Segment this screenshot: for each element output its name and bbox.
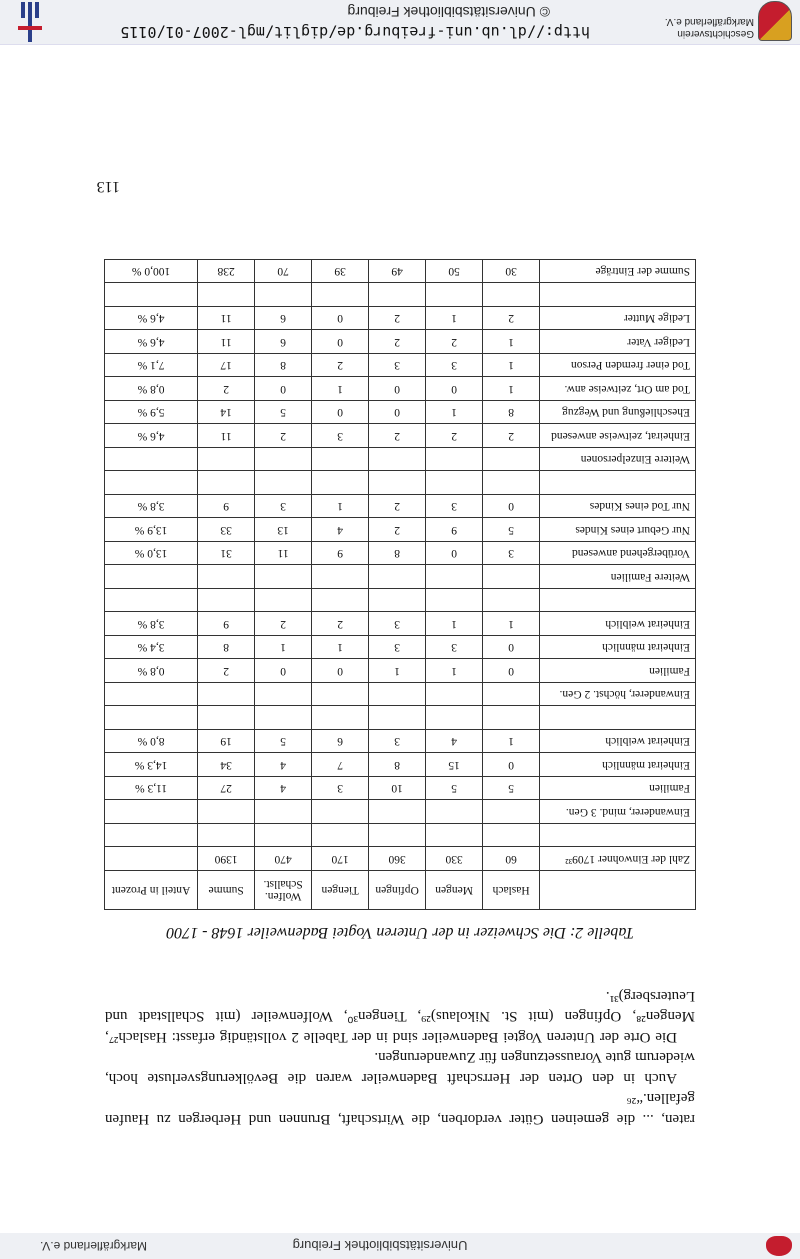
table-cell: 17 — [198, 354, 255, 378]
table-cell: 1 — [483, 730, 540, 754]
table-cell: 4,6 % — [105, 330, 198, 354]
table-cell: 3 — [426, 354, 483, 378]
table-cell: 50 — [426, 260, 483, 284]
table-row — [105, 260, 696, 284]
empty-cell — [369, 706, 426, 730]
viewer-top-bar — [0, 1233, 800, 1259]
empty-cell — [483, 448, 540, 472]
empty-cell — [255, 283, 312, 307]
university-library-logo-icon — [18, 2, 42, 42]
table-cell: 1 — [255, 636, 312, 660]
table-cell: 7 — [312, 753, 369, 777]
row-label: Summe der Einträge — [540, 260, 696, 284]
table-cell: 1 — [483, 612, 540, 636]
column-header: Mengen — [426, 871, 483, 910]
table-row — [105, 448, 696, 472]
column-header: Anteil in Prozent — [105, 871, 198, 910]
table-cell: 13 — [255, 518, 312, 542]
empty-cell — [369, 448, 426, 472]
row-label: Einheirat weiblich — [540, 730, 696, 754]
table-cell: 2 — [198, 659, 255, 683]
table-cell: 4,6 % — [105, 424, 198, 448]
empty-cell — [255, 824, 312, 848]
empty-cell — [369, 824, 426, 848]
viewer-footer-bar — [0, 0, 800, 45]
table-cell: 33 — [198, 518, 255, 542]
empty-cell — [255, 565, 312, 589]
table-cell: 0 — [369, 377, 426, 401]
table-cell: 11 — [198, 307, 255, 331]
body-text — [105, 986, 695, 1130]
empty-cell — [426, 824, 483, 848]
paragraph: Auch in den Orten der Herrschaft Badenweiler waren die Bevölkerungsverluste hoch, wiederum gute Voraussetzungen für Zuwanderungen. — [105, 1049, 695, 1086]
table-cell: 34 — [198, 753, 255, 777]
top-bar-label: Universitätsbibliothek Freiburg — [292, 1238, 468, 1254]
table-cell: 2 — [255, 424, 312, 448]
table-caption: Tabelle 2: Die Schweizer in der Unteren Vogtei Badenweiler 1648 - 1700 — [166, 924, 634, 941]
table-cell: 30 — [483, 260, 540, 284]
table-cell: 9 — [426, 518, 483, 542]
empty-cell — [540, 589, 696, 613]
row-label: Familien — [540, 659, 696, 683]
table-cell: 11 — [255, 542, 312, 566]
table-cell: 8 — [483, 401, 540, 425]
empty-cell — [105, 283, 198, 307]
table-row — [105, 401, 696, 425]
table-row — [105, 589, 696, 613]
row-label: Lediger Vater — [540, 330, 696, 354]
table-row — [105, 565, 696, 589]
table-row — [105, 683, 696, 707]
table-cell: 8 — [198, 636, 255, 660]
table-row — [105, 659, 696, 683]
column-header: Opfingen — [369, 871, 426, 910]
empty-cell — [198, 283, 255, 307]
column-header: Tiengen — [312, 871, 369, 910]
empty-cell — [198, 589, 255, 613]
top-bar-right-label: Markgräflerland e.V. — [40, 1239, 147, 1253]
table-cell: 1390 — [198, 847, 255, 871]
table-cell: 3,8 % — [105, 612, 198, 636]
table-cell: 2 — [426, 424, 483, 448]
row-label: Nur Tod eines Kindes — [540, 495, 696, 519]
section-label: Weitere Einzelpersonen — [540, 448, 696, 472]
table-cell: 2 — [312, 354, 369, 378]
table-cell: 330 — [426, 847, 483, 871]
table-cell: 0 — [312, 307, 369, 331]
table-cell: 2 — [483, 424, 540, 448]
empty-cell — [198, 683, 255, 707]
empty-cell — [369, 471, 426, 495]
empty-cell — [255, 683, 312, 707]
empty-cell — [426, 283, 483, 307]
table-cell: 8 — [369, 753, 426, 777]
table-row — [105, 847, 696, 871]
table-cell: 11,3 % — [105, 777, 198, 801]
empty-cell — [369, 800, 426, 824]
table-cell: 0 — [483, 636, 540, 660]
page-number: 113 — [96, 178, 120, 195]
table-cell: 9 — [198, 495, 255, 519]
empty-cell — [198, 706, 255, 730]
table-row — [105, 730, 696, 754]
row-label: Vorübergehend anwesend — [540, 542, 696, 566]
table-cell: 4,6 % — [105, 307, 198, 331]
table-cell: 0,8 % — [105, 377, 198, 401]
table-row — [105, 824, 696, 848]
empty-cell — [198, 800, 255, 824]
table-cell: 5,9 % — [105, 401, 198, 425]
empty-cell — [312, 471, 369, 495]
table-cell: 238 — [198, 260, 255, 284]
table-cell: 3 — [426, 495, 483, 519]
empty-cell — [426, 448, 483, 472]
table-cell: 5 — [255, 730, 312, 754]
table-row — [105, 542, 696, 566]
empty-cell — [483, 283, 540, 307]
empty-cell — [255, 800, 312, 824]
table-cell: 0 — [312, 401, 369, 425]
table-cell: 170 — [312, 847, 369, 871]
table-cell: 4 — [312, 518, 369, 542]
table-cell: 1 — [312, 377, 369, 401]
empty-cell — [483, 565, 540, 589]
empty-cell — [312, 565, 369, 589]
table-cell: 60 — [483, 847, 540, 871]
row-label: Nur Geburt eines Kindes — [540, 518, 696, 542]
table-cell: 6 — [255, 330, 312, 354]
table-cell: 70 — [255, 260, 312, 284]
table-row — [105, 800, 696, 824]
table-cell: 1 — [426, 401, 483, 425]
table-cell: 9 — [312, 542, 369, 566]
table-cell: 6 — [312, 730, 369, 754]
table-cell: 9 — [198, 612, 255, 636]
row-label: Einheirat, zeitweise anwesend — [540, 424, 696, 448]
empty-cell — [198, 565, 255, 589]
table-row — [105, 330, 696, 354]
row-label: Einheirat männlich — [540, 753, 696, 777]
table-cell: 10 — [369, 777, 426, 801]
table-cell: 2 — [255, 612, 312, 636]
table-cell: 360 — [369, 847, 426, 871]
table-cell: 7,1 % — [105, 354, 198, 378]
table-cell: 31 — [198, 542, 255, 566]
table-cell: 3,4 % — [105, 636, 198, 660]
column-header — [540, 871, 696, 910]
table-cell: 3 — [312, 777, 369, 801]
table-cell: 5 — [483, 518, 540, 542]
table-cell: 11 — [198, 330, 255, 354]
empty-cell — [312, 824, 369, 848]
empty-cell — [369, 683, 426, 707]
empty-cell — [312, 283, 369, 307]
table-cell: 3 — [426, 636, 483, 660]
table-cell: 1 — [483, 330, 540, 354]
empty-cell — [105, 589, 198, 613]
table-cell: 2 — [312, 612, 369, 636]
table-cell: 1 — [483, 354, 540, 378]
table-row — [105, 495, 696, 519]
paragraph: raten, ... die gemeinen Güter verdorben, die Wirtschaft, Brunnen und Herbergen zu Haufen gefallen.“²⁶ — [105, 1090, 695, 1127]
table-cell: 0 — [483, 659, 540, 683]
swiss-immigrants-table — [104, 259, 696, 910]
society-name: Geschichtsverein Markgräflerland e.V. — [664, 16, 754, 39]
table-cell: 4 — [426, 730, 483, 754]
table-cell: 0 — [255, 377, 312, 401]
table-cell: 2 — [483, 307, 540, 331]
table-header-row — [105, 871, 696, 910]
empty-cell — [198, 471, 255, 495]
table-cell: 2 — [369, 424, 426, 448]
table-cell: 3 — [312, 424, 369, 448]
table-cell: 5 — [426, 777, 483, 801]
table-cell: 3 — [255, 495, 312, 519]
table-cell: 8,0 % — [105, 730, 198, 754]
table-row — [105, 612, 696, 636]
table-cell: 0 — [312, 659, 369, 683]
empty-cell — [483, 683, 540, 707]
table-cell: 0,8 % — [105, 659, 198, 683]
row-label: Einheirat männlich — [540, 636, 696, 660]
table-cell: 3 — [369, 354, 426, 378]
table-cell: 27 — [198, 777, 255, 801]
section-label: Einwanderer, mind. 3 Gen. — [540, 800, 696, 824]
table-cell: 6 — [255, 307, 312, 331]
table-cell: 1 — [312, 495, 369, 519]
table-cell: 13,0 % — [105, 542, 198, 566]
column-header: Wolfen. Schallst. — [255, 871, 312, 910]
paragraph: Die Orte der Unteren Vogtei Badenweiler sind in der Tabelle 2 vollständig erfasst: Haslach²⁷, Mengen²⁸, Opfingen (mit St. Nikolaus)²⁹, Tiengen³⁰, Wolfenweiler (mit Schallstadt und Leutersberg)³¹. — [105, 988, 695, 1045]
society-crest-icon — [758, 1, 792, 41]
empty-cell — [426, 706, 483, 730]
empty-cell — [105, 565, 198, 589]
table-cell: 100,0 % — [105, 260, 198, 284]
empty-cell — [483, 824, 540, 848]
row-label: Familien — [540, 777, 696, 801]
empty-cell — [426, 800, 483, 824]
table-cell: 0 — [369, 401, 426, 425]
row-label: Tod am Ort, zeitweise anw. — [540, 377, 696, 401]
empty-cell — [540, 706, 696, 730]
empty-cell — [255, 471, 312, 495]
empty-cell — [426, 683, 483, 707]
empty-cell — [198, 448, 255, 472]
table-cell: 0 — [483, 495, 540, 519]
empty-cell — [312, 448, 369, 472]
empty-cell — [255, 448, 312, 472]
table-row — [105, 354, 696, 378]
table-cell: 1 — [312, 636, 369, 660]
row-label: Ledige Mutter — [540, 307, 696, 331]
table-cell: 2 — [369, 518, 426, 542]
table-cell: 14 — [198, 401, 255, 425]
table-cell: 14,3 % — [105, 753, 198, 777]
table-cell: 3 — [369, 612, 426, 636]
table-row — [105, 424, 696, 448]
empty-cell — [312, 589, 369, 613]
column-header: Haslach — [483, 871, 540, 910]
table-row — [105, 777, 696, 801]
table-row — [105, 706, 696, 730]
empty-cell — [312, 706, 369, 730]
society-crest-icon — [766, 1236, 792, 1256]
empty-cell — [369, 589, 426, 613]
table-cell: 2 — [426, 330, 483, 354]
empty-cell — [105, 706, 198, 730]
table-row — [105, 283, 696, 307]
table-cell: 3 — [369, 636, 426, 660]
empty-cell — [105, 471, 198, 495]
empty-cell — [369, 283, 426, 307]
empty-cell — [426, 565, 483, 589]
table-cell: 8 — [369, 542, 426, 566]
column-header: Summe — [198, 871, 255, 910]
empty-cell — [312, 683, 369, 707]
table-cell: 0 — [312, 330, 369, 354]
empty-cell — [312, 800, 369, 824]
table-row — [105, 377, 696, 401]
empty-cell — [369, 565, 426, 589]
empty-cell — [198, 824, 255, 848]
table-cell: 49 — [369, 260, 426, 284]
table-cell: 5 — [255, 401, 312, 425]
table-cell: 39 — [312, 260, 369, 284]
table-cell: 1 — [483, 377, 540, 401]
table-cell: 2 — [369, 495, 426, 519]
table-cell: 1 — [369, 659, 426, 683]
table-cell: 3 — [369, 730, 426, 754]
table-cell: 19 — [198, 730, 255, 754]
table-cell: 0 — [483, 753, 540, 777]
row-label: Einheirat weiblich — [540, 612, 696, 636]
empty-cell — [426, 471, 483, 495]
empty-cell — [105, 448, 198, 472]
table-cell: 2 — [369, 307, 426, 331]
empty-cell — [105, 683, 198, 707]
empty-cell — [483, 471, 540, 495]
empty-cell — [426, 589, 483, 613]
row-label: Eheschließung und Wegzug — [540, 401, 696, 425]
empty-cell — [540, 471, 696, 495]
table-row — [105, 307, 696, 331]
table-cell: 4 — [255, 753, 312, 777]
table-cell: 0 — [426, 542, 483, 566]
empty-cell — [483, 800, 540, 824]
table-cell: 13,9 % — [105, 518, 198, 542]
table-cell: 5 — [483, 777, 540, 801]
table-cell: 8 — [255, 354, 312, 378]
table-cell: 1 — [426, 659, 483, 683]
empty-cell — [255, 589, 312, 613]
table-cell: 2 — [369, 330, 426, 354]
table-cell: 0 — [255, 659, 312, 683]
section-label: Weitere Familien — [540, 565, 696, 589]
table-cell: 11 — [198, 424, 255, 448]
table-cell: 15 — [426, 753, 483, 777]
table-cell: 2 — [198, 377, 255, 401]
empty-cell — [483, 706, 540, 730]
empty-cell — [105, 824, 198, 848]
empty-cell — [255, 706, 312, 730]
table-cell: 4 — [255, 777, 312, 801]
empty-cell — [483, 589, 540, 613]
table-cell: 3,8 % — [105, 495, 198, 519]
permalink-url[interactable]: http://dl.ub.uni-freiburg.de/diglit/mgl-2007-01/0115 — [120, 23, 590, 41]
table-row — [105, 753, 696, 777]
table-row — [105, 518, 696, 542]
table-cell: 0 — [426, 377, 483, 401]
table-cell — [105, 847, 198, 871]
empty-cell — [540, 283, 696, 307]
table-cell: 3 — [483, 542, 540, 566]
table-row — [105, 636, 696, 660]
table-cell: 1 — [426, 612, 483, 636]
table-cell: 470 — [255, 847, 312, 871]
table-cell: 1 — [426, 307, 483, 331]
copyright-notice: © Universitätsbibliothek Freiburg — [347, 4, 550, 20]
table-row — [105, 471, 696, 495]
empty-cell — [105, 800, 198, 824]
row-label: Tod einer fremden Person — [540, 354, 696, 378]
section-label: Einwanderer, höchst. 2 Gen. — [540, 683, 696, 707]
row-label: Zahl der Einwohner 1709³² — [540, 847, 696, 871]
empty-cell — [540, 824, 696, 848]
